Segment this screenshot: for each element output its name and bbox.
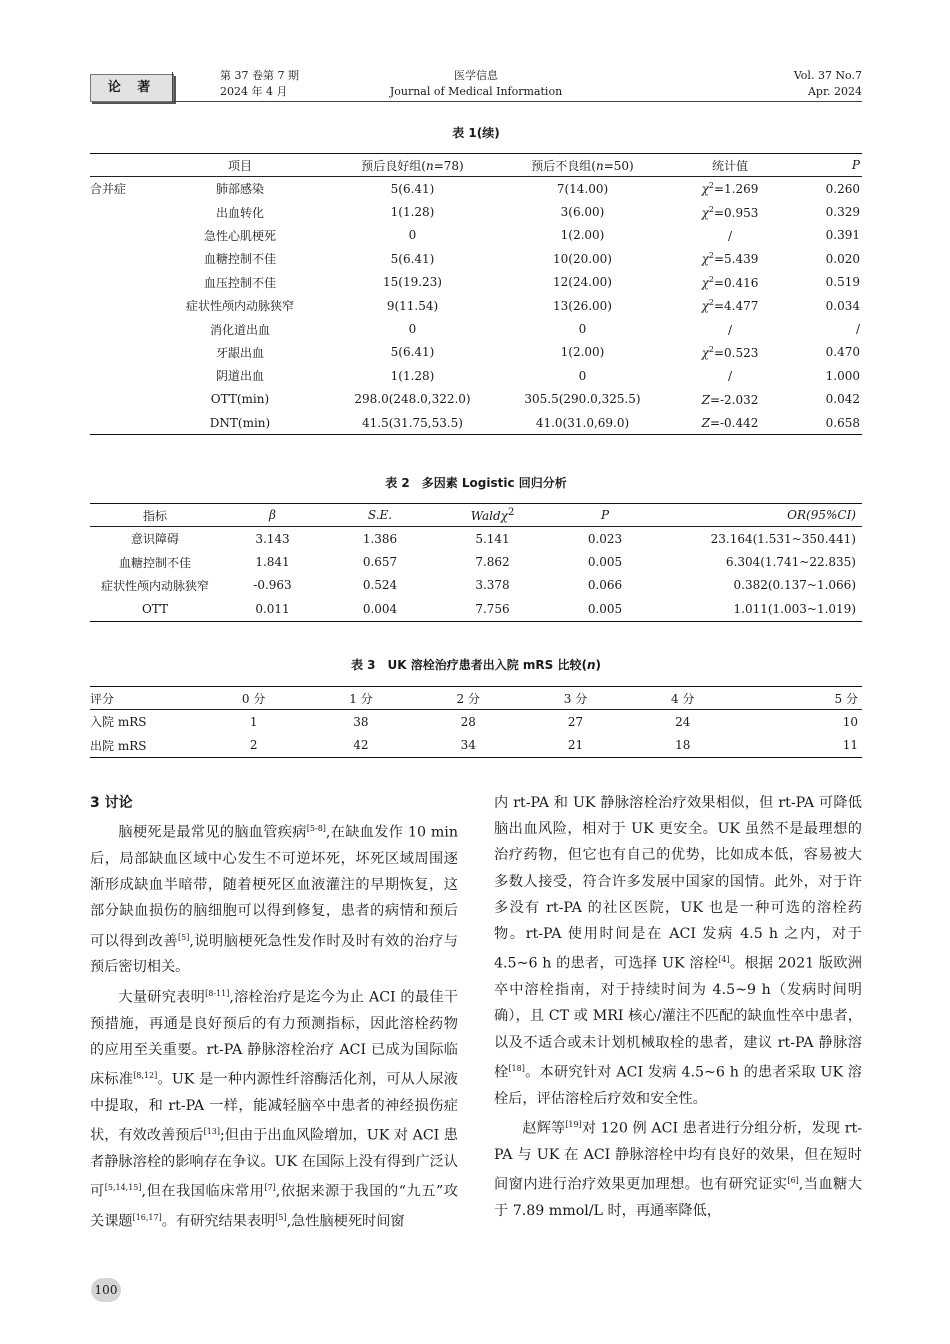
header-rule	[172, 101, 862, 102]
table3-row-label: 出院 mRS	[90, 733, 200, 757]
section-tag: 论 著	[90, 74, 174, 102]
table2-header-p: P	[550, 504, 660, 527]
table2-p-cell: 0.005	[587, 555, 623, 570]
table1-good-cell: 9(11.54)	[386, 298, 439, 313]
table1-header-good-prefix: 预后良好组(	[361, 158, 426, 173]
table1-header-poor-group	[495, 154, 670, 177]
table1-stat-superscript: 2	[708, 251, 714, 261]
table1-poor-cell: 0	[578, 322, 587, 337]
table1-stat-symbol: χ	[701, 299, 709, 314]
table2	[90, 503, 862, 622]
table1-poor-cell: 7(14.00)	[556, 181, 609, 196]
table1-poor-cell: 10(20.00)	[553, 251, 612, 266]
paragraph-text: ,当血糖大于 7.89 mmol/L 时，再通率降低，	[494, 1176, 862, 1219]
table-row	[90, 341, 862, 364]
table1-stat-value: /	[727, 369, 733, 384]
paragraph-text: 。本研究针对 ACI 发病 4.5~6 h 的患者采取 UK 溶栓后，评估溶栓后疗效和安全性。	[494, 1064, 862, 1107]
table2-beta-cell: -0.963	[253, 578, 292, 593]
table1-stat-cell	[670, 411, 790, 435]
table3-header-4: 3 分	[522, 687, 629, 710]
table-row	[90, 364, 862, 387]
paragraph-text: 。有研究结果表明	[161, 1213, 276, 1230]
table1-stat-superscript: 2	[708, 298, 714, 308]
table1-category-cell	[90, 294, 150, 317]
citation-superscript: [8,12]	[133, 1071, 158, 1081]
table1-item-cell: 出血转化	[215, 205, 264, 220]
table1-stat-value: =0.953	[713, 205, 759, 220]
table2-indicator-cell: 症状性颅内动脉狭窄	[100, 578, 209, 593]
table3-row-label: 入院 mRS	[90, 715, 147, 730]
table3-caption-suffix: )	[595, 658, 601, 672]
table1-stat-symbol: χ	[701, 345, 709, 360]
header-date-en: Apr. 2024	[807, 85, 862, 98]
citation-superscript: [16,17]	[132, 1213, 162, 1223]
table1-stat-superscript: 2	[708, 344, 714, 354]
section-heading-discussion: 3 讨论	[90, 795, 133, 811]
table2-or-cell: 23.164(1.531~350.441)	[710, 531, 856, 546]
citation-superscript: [4]	[718, 955, 730, 965]
table1-stat-cell	[670, 247, 790, 270]
table1-poor-cell: 3(6.00)	[560, 205, 605, 220]
table1-poor-cell: 0	[578, 368, 587, 383]
table2-header-beta: β	[220, 504, 325, 527]
table1-stat-value: =-0.442	[709, 416, 759, 431]
table-row	[90, 574, 862, 597]
table-row	[90, 527, 862, 551]
running-header	[90, 64, 862, 104]
table1-p-cell: 0.391	[825, 228, 860, 243]
table1-stat-cell	[670, 294, 790, 317]
table1-stat-symbol: χ	[701, 182, 709, 197]
table2-indicator-cell: 血糖控制不佳	[118, 555, 191, 570]
header-journal-en: Journal of Medical Information	[389, 85, 563, 98]
table1-stat-value: =0.523	[713, 345, 759, 360]
table3-count-cell: 2	[200, 733, 307, 757]
table3-header-1: 0 分	[200, 687, 307, 710]
table2-wald-cell: 7.756	[435, 597, 550, 621]
table1-stat-value: =5.439	[713, 252, 759, 267]
citation-superscript: [5]	[178, 932, 190, 942]
table3-count-cell: 10	[842, 714, 858, 729]
table2-wald-cell: 5.141	[475, 531, 510, 546]
table1-stat-cell	[670, 177, 790, 201]
table1-item-cell: 牙龈出血	[215, 345, 264, 360]
table1-poor-cell: 12(24.00)	[553, 275, 612, 290]
header-volume-en: Vol. 37 No.7	[793, 69, 862, 82]
table-row	[90, 317, 862, 340]
table3-count-cell: 27	[567, 714, 584, 729]
table3-header-3: 2 分	[415, 687, 522, 710]
table2-wald-cell: 3.378	[475, 578, 510, 593]
header-volume-cn: 第 37 卷第 7 期	[220, 69, 299, 82]
paragraph-text: 大量研究表明	[118, 989, 206, 1006]
table1-p-cell: 0.260	[825, 181, 860, 196]
table1-item-cell: 阴道出血	[215, 369, 264, 384]
table1-good-cell: 15(19.23)	[383, 275, 442, 290]
table3-count-cell: 11	[736, 733, 862, 757]
table1-good-cell: 1(1.28)	[390, 205, 435, 220]
table-row	[90, 294, 862, 317]
table3-count-cell: 1	[249, 714, 258, 729]
table1-p-cell: 0.020	[825, 251, 860, 266]
table1-header-stat: 统计值	[670, 154, 790, 177]
table3-count-cell: 24	[675, 714, 691, 729]
table1-poor-cell: 1(2.00)	[560, 228, 605, 243]
table1-poor-cell: 41.0(31.0,69.0)	[495, 411, 670, 435]
table1-item-cell: 消化道出血	[209, 322, 270, 337]
table1-good-cell: 298.0(248.0,322.0)	[354, 392, 471, 407]
table1-p-cell: 0.042	[825, 392, 860, 407]
table1-category-cell	[90, 341, 150, 364]
table1-stat-symbol: Z	[701, 416, 710, 431]
table1-stat-superscript: 2	[708, 181, 714, 191]
table-row	[90, 388, 862, 411]
table1-header-poor-suffix: =50)	[603, 158, 634, 173]
table2-indicator-cell: 意识障碍	[130, 532, 179, 547]
table1-good-cell: 5(6.41)	[390, 181, 435, 196]
paragraph-text: ,依据来源于我国的“九五”攻关课题	[90, 1184, 458, 1230]
table1-header-good-n: n	[425, 158, 434, 173]
table3-caption-prefix: 表 3 UK 溶栓治疗患者出入院 mRS 比较(	[350, 658, 587, 672]
table1-p-cell: 0.658	[790, 411, 862, 435]
citation-superscript: [7]	[264, 1183, 276, 1193]
table1-item-cell: 急性心肌梗死	[203, 228, 276, 243]
table2-beta-cell: 0.011	[220, 597, 325, 621]
table-row	[90, 247, 862, 270]
header-journal	[90, 68, 862, 100]
table-row	[90, 411, 862, 435]
table1-poor-cell: 13(26.00)	[553, 298, 612, 313]
text-column-right	[494, 790, 862, 1224]
paragraph-text: ,溶栓治疗是迄今为止 ACI 的最佳干预措施，再通是良好预后的有力预测指标，因此溶栓药物的应用至关重要。rt-PA 静脉溶栓治疗 ACI 已成为国际临床标准	[90, 989, 458, 1088]
table1-stat-cell	[670, 388, 790, 411]
paragraph-text: ,急性脑梗死时间窗	[286, 1213, 405, 1230]
header-date-cn: 2024 年 4 月	[220, 85, 288, 98]
table1-stat-value: =1.269	[713, 182, 759, 197]
table2-or-cell: 6.304(1.741~22.835)	[725, 555, 856, 570]
table1-stat-symbol: χ	[701, 205, 709, 220]
paragraph-text: 赵辉等	[522, 1120, 566, 1137]
table2-header-wald	[435, 504, 550, 527]
table1-good-cell: 0	[408, 228, 417, 243]
table2-beta-cell: 3.143	[255, 531, 290, 546]
table1-stat-symbol: Z	[701, 392, 710, 407]
table2-se-cell: 1.386	[362, 531, 398, 546]
table1-good-cell: 0	[408, 322, 417, 337]
table1-stat-value: =-2.032	[709, 392, 759, 407]
table-row	[90, 710, 862, 734]
table1-p-cell: 0.034	[825, 298, 860, 313]
table2-or-cell: 1.011(1.003~1.019)	[660, 597, 862, 621]
table2-header-se: S.E.	[325, 504, 435, 527]
citation-superscript: [5,14,15]	[104, 1183, 142, 1193]
table2-se-cell: 0.524	[362, 578, 398, 593]
table3-count-cell: 38	[353, 714, 369, 729]
table1-item-cell: OTT(min)	[210, 392, 270, 407]
table1-category-cell	[90, 224, 150, 247]
table1-category-cell	[90, 388, 150, 411]
text-column-left	[90, 790, 458, 1235]
table2-header-wald-label: Waldχ	[470, 509, 508, 523]
table1-item-cell: DNT(min)	[150, 411, 330, 435]
table1-p-cell: 0.470	[825, 345, 860, 360]
table-row	[90, 271, 862, 294]
table1-stat-cell	[670, 317, 790, 340]
table1-category-cell	[90, 411, 150, 435]
table1-caption: 表 1(续)	[452, 126, 500, 140]
table1-stat-value: =0.416	[713, 275, 759, 290]
table1-p-cell: /	[855, 322, 860, 337]
table1-item-cell: 血压控制不佳	[203, 275, 276, 290]
table1-category-cell	[90, 317, 150, 340]
table1-p-cell: 1.000	[825, 368, 860, 383]
table1-good-cell: 41.5(31.75,53.5)	[330, 411, 495, 435]
table3-count-cell: 21	[522, 733, 629, 757]
table2-caption: 表 2 多因素 Logistic 回归分析	[385, 476, 567, 490]
table1-header-p: P	[790, 154, 862, 177]
paragraph-text: 脑梗死是最常见的脑血管疾病	[118, 824, 307, 841]
table3-caption-n: n	[586, 658, 596, 672]
paragraph-text: ,在缺血发作 10 min 后，局部缺血区域中心发生不可逆坏死，坏死区域周围逐渐形成缺血半暗带，随着梗死区血液灌注的早期恢复，这部分缺血损伤的脑细胞可以得到修复，患者的病情和预后可以得到改善	[90, 824, 458, 950]
table2-p-cell: 0.023	[587, 531, 623, 546]
table1-header-good-suffix: =78)	[433, 158, 464, 173]
table1	[90, 153, 862, 435]
citation-superscript: [5-8]	[306, 824, 326, 833]
table1-poor-cell: 305.5(290.0,325.5)	[524, 392, 641, 407]
citation-superscript: [18]	[508, 1063, 525, 1073]
table1-stat-cell	[670, 364, 790, 387]
table1-stat-symbol: χ	[701, 275, 709, 290]
paragraph-3	[494, 790, 862, 1112]
table2-wald-cell: 7.862	[475, 555, 510, 570]
table3-header-5: 4 分	[629, 687, 736, 710]
table-row	[90, 200, 862, 223]
table3-header-2: 1 分	[307, 687, 414, 710]
table1-stat-superscript: 2	[708, 274, 714, 284]
table1-p-cell: 0.329	[825, 205, 860, 220]
paragraph-text: 。UK 是一种内源性纤溶酶活化剂，可从人尿液中提取，和 rt-PA 一样，能减轻脑卒中患者的神经损伤症状，有效改善预后	[90, 1071, 458, 1144]
table1-category-cell	[90, 247, 150, 270]
table1-stat-value: /	[727, 228, 733, 243]
table2-header-row	[90, 504, 862, 527]
table-row	[90, 550, 862, 573]
table1-item-cell: 症状性颅内动脉狭窄	[185, 299, 294, 314]
paragraph-text: 。根据 2021 版欧洲卒中溶栓指南，对于持续时间为 4.5~9 h（发病时间明确），且 CT 或 MRI 核心/灌注不匹配的缺血性卒中患者，以及不适合或未计划机械取栓的患者，建议 rt-PA 静脉溶栓	[494, 955, 862, 1081]
table3	[90, 686, 862, 758]
paragraph-text: ;但由于出血风险增加，UK 对 ACI 患者静脉溶栓的影响存在争议。UK 在国际上没有得到广泛认可	[90, 1127, 458, 1201]
citation-superscript: [6]	[787, 1176, 799, 1186]
header-journal-cn: 医学信息	[454, 69, 498, 82]
table1-item-cell: 血糖控制不佳	[203, 252, 276, 267]
paragraph-text: 内 rt-PA 和 UK 静脉溶栓治疗效果相似，但 rt-PA 可降低脑出血风险，相对于 UK 更安全。UK 虽然不是最理想的治疗药物，但它也有自己的优势，比如成本低，容易被大多数人接受，符合许多发展中国家的国情。此外，对于许多没有 rt-PA 的社区医院，UK 也是一种可选的溶栓药物。rt-PA 使用时间是在 ACI 发病 4.5 h 之内，对于 4.5~6 h 的患者，可选择 UK 溶栓	[494, 795, 862, 972]
table1-category-cell	[90, 364, 150, 387]
table1-stat-cell	[670, 271, 790, 294]
table1-good-cell: 1(1.28)	[390, 368, 435, 383]
table3-caption	[90, 656, 862, 673]
table2-header-wald-sup: 2	[507, 507, 515, 518]
table1-category-cell: 合并症	[90, 182, 127, 197]
table1-p-cell: 0.519	[825, 275, 860, 290]
table1-header-category	[90, 154, 150, 177]
citation-superscript: [19]	[565, 1119, 582, 1129]
table-row	[90, 597, 862, 621]
table1-stat-value: /	[727, 322, 733, 337]
header-issue-en	[794, 68, 862, 100]
table1-stat-symbol: χ	[701, 252, 709, 267]
paragraph-2	[90, 981, 458, 1236]
table1-stat-value: =4.477	[713, 299, 759, 314]
table1-stat-cell	[670, 341, 790, 364]
table1-stat-cell	[670, 224, 790, 247]
table-row	[90, 224, 862, 247]
table3-count-cell: 18	[629, 733, 736, 757]
table2-p-cell: 0.005	[550, 597, 660, 621]
paragraph-text: 对 120 例 ACI 患者进行分组分析，发现 rt-PA 与 UK 在 ACI 静脉溶栓中均有良好的效果，但在短时间窗内进行治疗效果更加理想。也有研究证实	[494, 1120, 862, 1193]
table2-header-indicator: 指标	[90, 504, 220, 527]
table1-item-cell: 肺部感染	[215, 182, 264, 197]
table2-beta-cell: 1.841	[255, 555, 290, 570]
table3-count-cell: 28	[460, 714, 476, 729]
table2-indicator-cell: OTT	[90, 597, 220, 621]
citation-superscript: [13]	[203, 1127, 221, 1137]
table2-or-cell: 0.382(0.137~1.066)	[733, 578, 856, 593]
table1-header-good-group	[330, 154, 495, 177]
table3-header-6: 5 分	[736, 687, 862, 710]
table3-header-row	[90, 687, 862, 710]
table1-header-poor-n: n	[595, 158, 604, 173]
table3-count-cell: 42	[307, 733, 414, 757]
table2-se-cell: 0.657	[362, 555, 398, 570]
citation-superscript: [8-11]	[205, 988, 230, 998]
table1-good-cell: 5(6.41)	[390, 345, 435, 360]
paragraph-1	[90, 816, 458, 981]
table3-header-0: 评分	[90, 687, 200, 710]
table1-header-poor-prefix: 预后不良组(	[531, 158, 596, 173]
table1-header-row	[90, 154, 862, 177]
table1-category-cell	[90, 271, 150, 294]
paragraph-4	[494, 1112, 862, 1224]
table2-header-or: OR(95%CI)	[660, 504, 862, 527]
table-row	[90, 177, 862, 201]
table3-count-cell: 34	[415, 733, 522, 757]
table2-se-cell: 0.004	[325, 597, 435, 621]
citation-superscript: [5]	[275, 1213, 287, 1223]
page-number: 100	[91, 1278, 121, 1302]
table1-good-cell: 5(6.41)	[390, 251, 435, 266]
table-row	[90, 733, 862, 757]
table1-category-cell	[90, 200, 150, 223]
table1-poor-cell: 1(2.00)	[560, 345, 605, 360]
table1-stat-cell	[670, 200, 790, 223]
table1-header-item: 项目	[150, 154, 330, 177]
table1-stat-superscript: 2	[708, 204, 714, 214]
paragraph-text: ,但在我国临床常用	[141, 1184, 265, 1201]
table2-p-cell: 0.066	[587, 578, 623, 593]
paragraph-text: ,说明脑梗死急性发作时及时有效的治疗与预后密切相关。	[90, 933, 458, 976]
